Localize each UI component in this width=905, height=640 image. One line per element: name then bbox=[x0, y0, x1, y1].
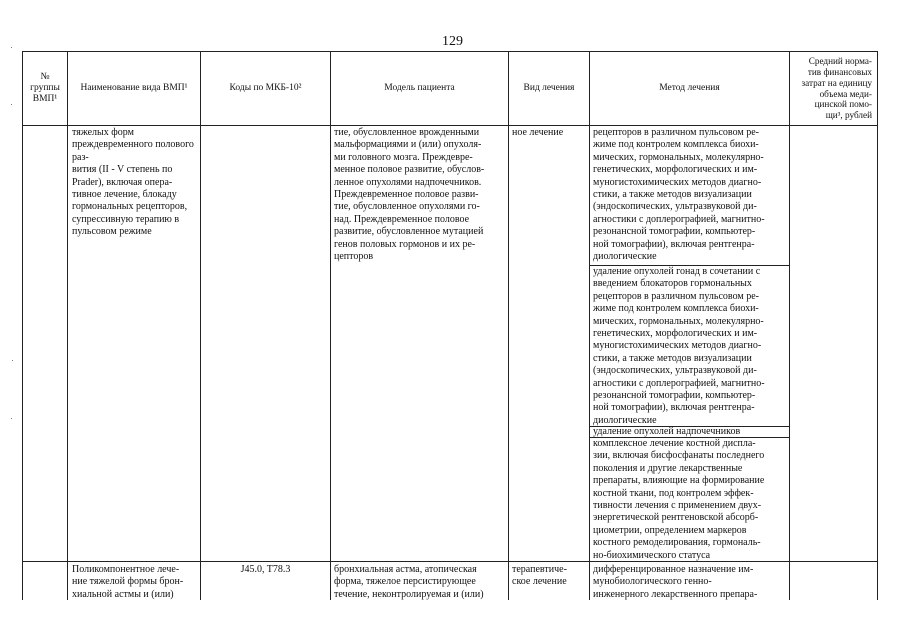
scan-speck bbox=[11, 47, 12, 48]
row1-vmp-name: тяжелых форм преждевременного полового раз- вития (II - V степень по Prader), включая опера- тивное лечение, блокаду гормональных рецепторов, супрессивную терапию в пульсовом режиме bbox=[72, 127, 194, 238]
row1-patient-model: тие, обусловленное врожденными мальформациями и (или) опухоля- ми головного мозга. Преждевре- менное половое развитие, обуслов- ленное опухолями надпочечников. Преждевременное половое разви- тие, обусловленное опухолями го- над. Преждевременное половое развитие, обусловленное мутацией генов половых гормонов и их ре- цепторов bbox=[334, 127, 485, 263]
col-border-1 bbox=[67, 51, 68, 600]
header-group-number: № группы ВМП¹ bbox=[30, 72, 60, 104]
scan-speck bbox=[12, 360, 13, 361]
col-border-4 bbox=[508, 51, 509, 600]
row1-method-2: удаление опухолей гонад в сочетании с введением блокаторов гормональных рецепторов в различном пульсовом ре- жиме под контролем комплекса биохи- мических, гормональных, молекулярно- генетических, морфологических и им- муногистохимических методов диагно- стики, а также методов визуализации (эндоскопических, ультразвуковой ди- агностики с доплерографией, магнитно- резонансной томографии, компьютер- ной томографии), включая рентгенра- диологические bbox=[593, 266, 765, 426]
header-treatment-method: Метод лечения bbox=[659, 83, 720, 93]
header-vmp-name: Наименование вида ВМП¹ bbox=[80, 83, 188, 93]
row1-method-4: комплексное лечение костной диспла- зии, включая бисфосфанаты последнего поколения и другие лекарственные препараты, влияющие на формирование костной ткани, под контролем эффек- тивности лечения с применением двух- энергетической рентгеновской абсорб- циометрии, определением маркеров костного ремоделирования, гормональ- но-биохимического статуса bbox=[593, 438, 765, 561]
header-bottom-border bbox=[22, 125, 877, 126]
scan-speck bbox=[11, 104, 12, 105]
col-border-7 bbox=[877, 51, 878, 600]
row2-icd-codes: J45.0, T78.3 bbox=[240, 564, 291, 575]
row1-method-1: рецепторов в различном пульсовом ре- жиме под контролем комплекса биохи- мических, гормональных, молекулярно- генетических, морфологических и им- муногистохимических методов диагно- стики, а также методов визуализации (эндоскопических, ультразвуковой ди- агностики с доплерографией, магнитно- резонансной томографии, компьютер- ной томографии), включая рентгенра- диологические bbox=[593, 127, 765, 263]
header-cost-standard: Средний норма- тив финансовых затрат на единицу объема меди- цинской помо- щи³, рублей bbox=[801, 56, 872, 121]
row2-treatment-type: терапевтиче- ское лечение bbox=[512, 564, 567, 588]
row2-vmp-name: Поликомпонентное лече- ние тяжелой формы брон- хиальной астмы и (или) bbox=[72, 564, 184, 600]
row2-method: дифференцированное назначение им- мунобиологического генно- инженерного лекарственного препара- bbox=[593, 564, 758, 600]
col-border-3 bbox=[330, 51, 331, 600]
header-patient-model: Модель пациента bbox=[384, 83, 455, 93]
row2-patient-model: бронхиальная астма, атопическая форма, тяжелое персистирующее течение, неконтролируемая и (или) bbox=[334, 564, 484, 600]
header-icd-codes: Коды по МКБ-10² bbox=[229, 83, 302, 93]
col-border-6 bbox=[789, 51, 790, 600]
col-border-2 bbox=[200, 51, 201, 600]
col-border-5 bbox=[589, 51, 590, 600]
col-border-0 bbox=[22, 51, 23, 600]
row1-method-3: удаление опухолей надпочечников bbox=[593, 426, 741, 437]
page-number: 129 bbox=[442, 34, 463, 49]
row1-treatment-type: ное лечение bbox=[512, 127, 564, 138]
scan-speck bbox=[11, 418, 12, 419]
header-treatment-type: Вид лечения bbox=[523, 83, 575, 93]
